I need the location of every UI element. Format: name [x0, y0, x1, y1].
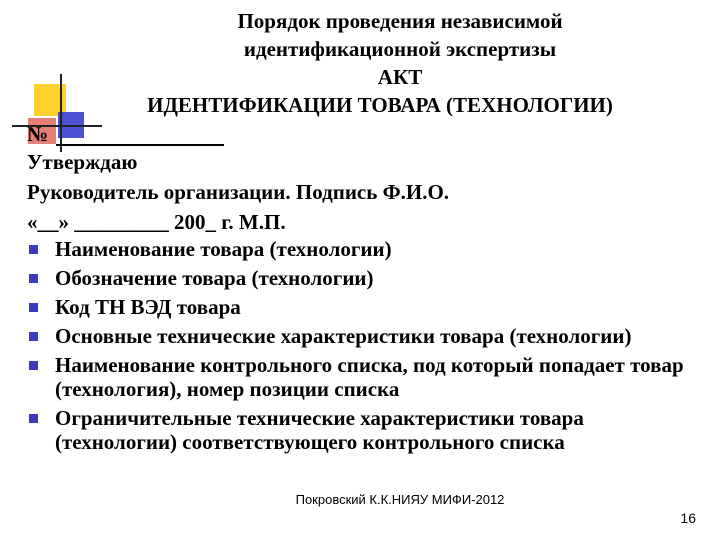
- page-number: 16: [680, 510, 696, 526]
- bullet-square-icon: [29, 332, 38, 341]
- list-item: [27, 266, 707, 290]
- act-subheading: ИДЕНТИФИКАЦИИ ТОВАРА (ТЕХНОЛОГИИ): [147, 93, 613, 117]
- list-item: [27, 295, 707, 319]
- list-item-text: Код ТН ВЭД товара: [55, 295, 241, 319]
- bullet-square-icon: [29, 414, 38, 423]
- bullet-square-icon: [29, 361, 38, 370]
- date-stamp-line: «__» _________ 200_ г. М.П.: [27, 210, 286, 234]
- list-item-text: Основные технические характеристики товара (технологии): [55, 324, 632, 348]
- list-item: [27, 353, 707, 401]
- bullet-square-icon: [29, 245, 38, 254]
- slide-title-line-1: Порядок проведения независимой: [237, 9, 563, 33]
- decor-horizontal-line: [12, 125, 102, 127]
- footer-author: Покровский К.К.НИЯУ МИФИ-2012: [295, 492, 505, 507]
- list-item: [27, 406, 707, 454]
- list-item-text: Наименование товара (технологии): [55, 237, 392, 261]
- act-heading: АКТ: [377, 65, 423, 89]
- list-item-text: Ограничительные технические характеристики товара (технологии) соответствующего контрольного списка: [55, 406, 584, 454]
- act-fields-list: [27, 237, 707, 459]
- list-item-text: Наименование контрольного списка, под который попадает товар (технология), номер позиции списка: [55, 353, 684, 401]
- act-number-blank: [56, 144, 224, 146]
- list-item: [27, 324, 707, 348]
- list-item: [27, 237, 707, 261]
- bullet-square-icon: [29, 303, 38, 312]
- slide-title-line-2: идентификационной экспертизы: [243, 37, 557, 61]
- list-item-text: Обозначение товара (технологии): [55, 266, 374, 290]
- act-number-label: №: [27, 122, 49, 146]
- bullet-square-icon: [29, 274, 38, 283]
- signatory-line: Руководитель организации. Подпись Ф.И.О.: [27, 180, 450, 204]
- approval-text: Утверждаю: [27, 150, 138, 174]
